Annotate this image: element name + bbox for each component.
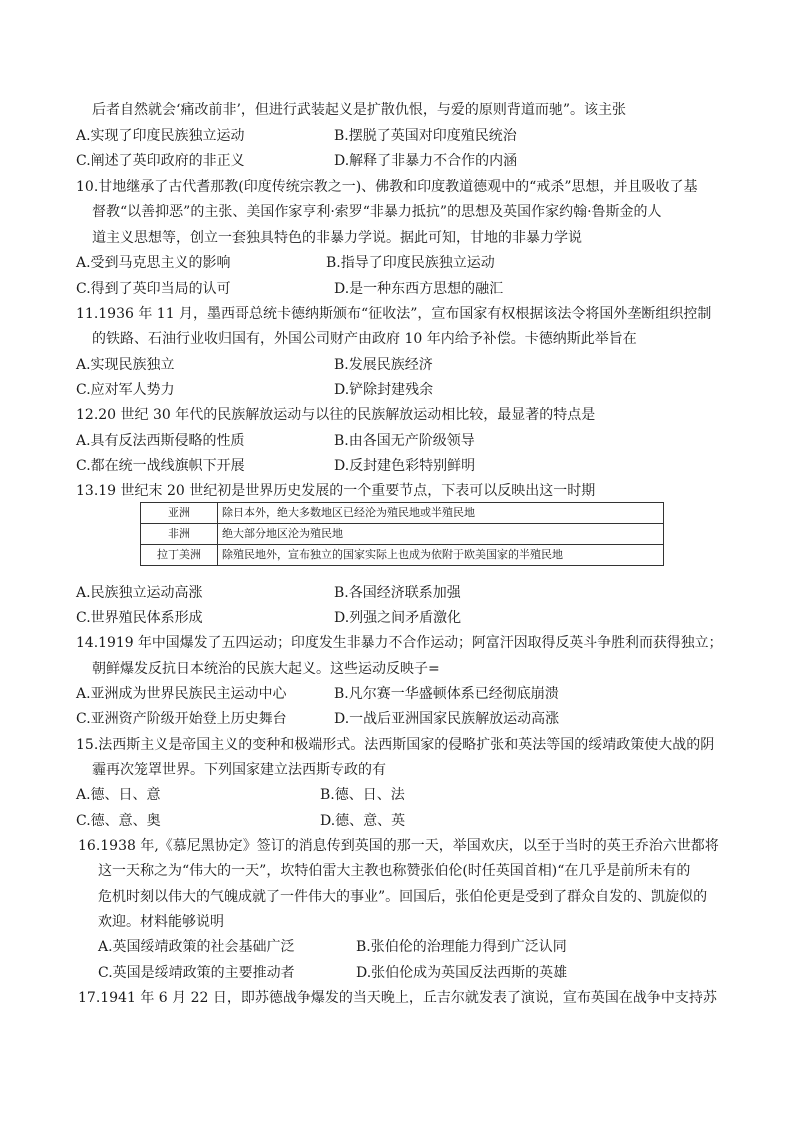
q14-stem-line1: 14.1919 年中国爆发了五四运动；印度发生非暴力不合作运动；阿富汗因取得反英斗争胜利而获得独立；: [76, 635, 723, 651]
q13-option-c: C.世界殖民体系形成: [76, 610, 203, 626]
q11-option-c: C.应对军人势力: [76, 382, 175, 398]
table-cell-region: 非洲: [141, 524, 218, 545]
q11-stem-line2: 的铁路、石油行业收归国有，外国公司财产由政府 10 年内给予补偿。卡德纳斯此举旨在: [92, 331, 637, 347]
q13-table: [140, 502, 664, 566]
q12-stem-line1: 12.20 世纪 30 年代的民族解放运动与以往的民族解放运动相比较，最显著的特点是: [76, 407, 596, 423]
table-cell-desc: 绝大部分地区沦为殖民地: [218, 524, 664, 545]
q16-option-c: C.英国是绥靖政策的主要推动者: [98, 965, 295, 981]
q13-option-b: B.各国经济联系加强: [334, 585, 461, 601]
q15-option-c: C.德、意、奥: [76, 813, 161, 829]
q12-option-c: C.都在统一战线旗帜下开展: [76, 458, 245, 474]
q12-option-d: D.反封建色彩特别鲜明: [334, 458, 476, 474]
q11-option-a: A.实现民族独立: [76, 357, 175, 373]
q16-option-a: A.英国绥靖政策的社会基础广泛: [98, 939, 295, 955]
table-row: [141, 524, 664, 545]
q16-stem-line3: 危机时刻以伟大的气魄成就了一件伟大的事业”。回国后，张伯伦更是受到了群众自发的、凯旋似的: [98, 889, 708, 905]
q16-option-d: D.张伯伦成为英国反法西斯的英雄: [356, 965, 568, 981]
q12-option-a: A.具有反法西斯侵略的性质: [76, 433, 245, 449]
q14-stem-line2: 朝鲜爆发反抗日本统治的民族大起义。这些运动反映子=: [92, 661, 440, 677]
q14-option-d: D.一战后亚洲国家民族解放运动高涨: [334, 711, 560, 727]
q11-option-d: D.铲除封建残余: [334, 382, 434, 398]
q15-option-a: A.德、日、意: [76, 787, 161, 803]
q12-option-b: B.由各国无产阶级领导: [334, 433, 475, 449]
q13-option-a: A.民族独立运动高涨: [76, 585, 203, 601]
q10-option-a: A.受到马克思主义的影响: [76, 255, 231, 271]
q11-option-b: B.发展民族经济: [334, 357, 433, 373]
q16-option-b: B.张伯伦的治理能力得到广泛认同: [356, 939, 567, 955]
q10-stem-line2: 督教“以善抑恶”的主张、美国作家亨利·索罗“非暴力抵抗”的思想及英国作家约翰·鲁斯金的人: [92, 204, 662, 220]
q9-option-b: B.摆脱了英国对印度殖民统治: [334, 128, 517, 144]
q10-stem-line1: 10.甘地继承了古代耆那教(印度传统宗教之一)、佛教和印度教道德观中的“戒杀”思想，并且吸收了基: [76, 179, 698, 195]
q16-stem-line4: 欢迎。材料能够说明: [98, 914, 224, 930]
q15-stem-line1: 15.法西斯主义是帝国主义的变种和极端形式。法西斯国家的侵略扩张和英法等国的绥靖政策使大战的阴: [76, 737, 715, 753]
q10-option-c: C.得到了英印当局的认可: [76, 281, 231, 297]
table-cell-desc: 除日本外，绝大多数地区已经沦为殖民地或半殖民地: [218, 503, 664, 524]
q16-stem-line2: 这一天称之为“伟大的一天”，坎特伯雷大主教也称赞张伯伦(时任英国首相)“在几乎是前所未有的: [98, 863, 691, 879]
table-cell-region: 拉丁美洲: [141, 545, 218, 566]
q11-stem-line1: 11.1936 年 11 月，墨西哥总统卡德纳斯颁布“征收法”，宣布国家有权根据该法令将国外垄断组织控制: [76, 306, 712, 322]
q15-option-b: B.德、日、法: [320, 787, 405, 803]
q9-option-c: C.阐述了英印政府的非正义: [76, 153, 245, 169]
q14-option-b: B.凡尔赛一华盛顿体系已经彻底崩溃: [334, 686, 559, 702]
table-cell-region: 亚洲: [141, 503, 218, 524]
table-cell-desc: 除殖民地外，宣布独立的国家实际上也成为依附于欧美国家的半殖民地: [218, 545, 664, 566]
q10-option-b: B.指导了印度民族独立运动: [326, 255, 495, 271]
table-row: [141, 545, 664, 566]
q10-option-d: D.是一种东西方思想的融汇: [334, 281, 504, 297]
q17-stem-line1: 17.1941 年 6 月 22 日，即苏德战争爆发的当天晚上，丘吉尔就发表了演说，宣布英国在战争中支持苏: [78, 990, 717, 1006]
q9-option-d: D.解释了非暴力不合作的内涵: [334, 153, 518, 169]
q10-stem-line3: 道主义思想等，创立一套独具特色的非暴力学说。据此可知，甘地的非暴力学说: [92, 230, 582, 246]
q15-stem-line2: 霾再次笼罩世界。下列国家建立法西斯专政的有: [92, 762, 386, 778]
table-row: [141, 503, 664, 524]
q9-stem-continuation: 后者自然就会‘痛改前非’，但进行武装起义是扩散仇恨，与爱的原则背道而驰”。该主张: [92, 102, 627, 118]
q16-stem-line1: 16.1938 年,《慕尼黑协定》签订的消息传到英国的那一天，举国欢庆，以至于当时的英王乔治六世都将: [78, 838, 719, 854]
q9-option-a: A.实现了印度民族独立运动: [76, 128, 245, 144]
q13-option-d: D.列强之间矛盾激化: [334, 610, 462, 626]
q14-option-c: C.亚洲资产阶级开始登上历史舞台: [76, 711, 287, 727]
q14-option-a: A.亚洲成为世界民族民主运动中心: [76, 686, 287, 702]
q13-stem-line1: 13.19 世纪末 20 世纪初是世界历史发展的一个重要节点，下表可以反映出这一时期: [76, 483, 596, 499]
q15-option-d: D.德、意、英: [320, 813, 406, 829]
